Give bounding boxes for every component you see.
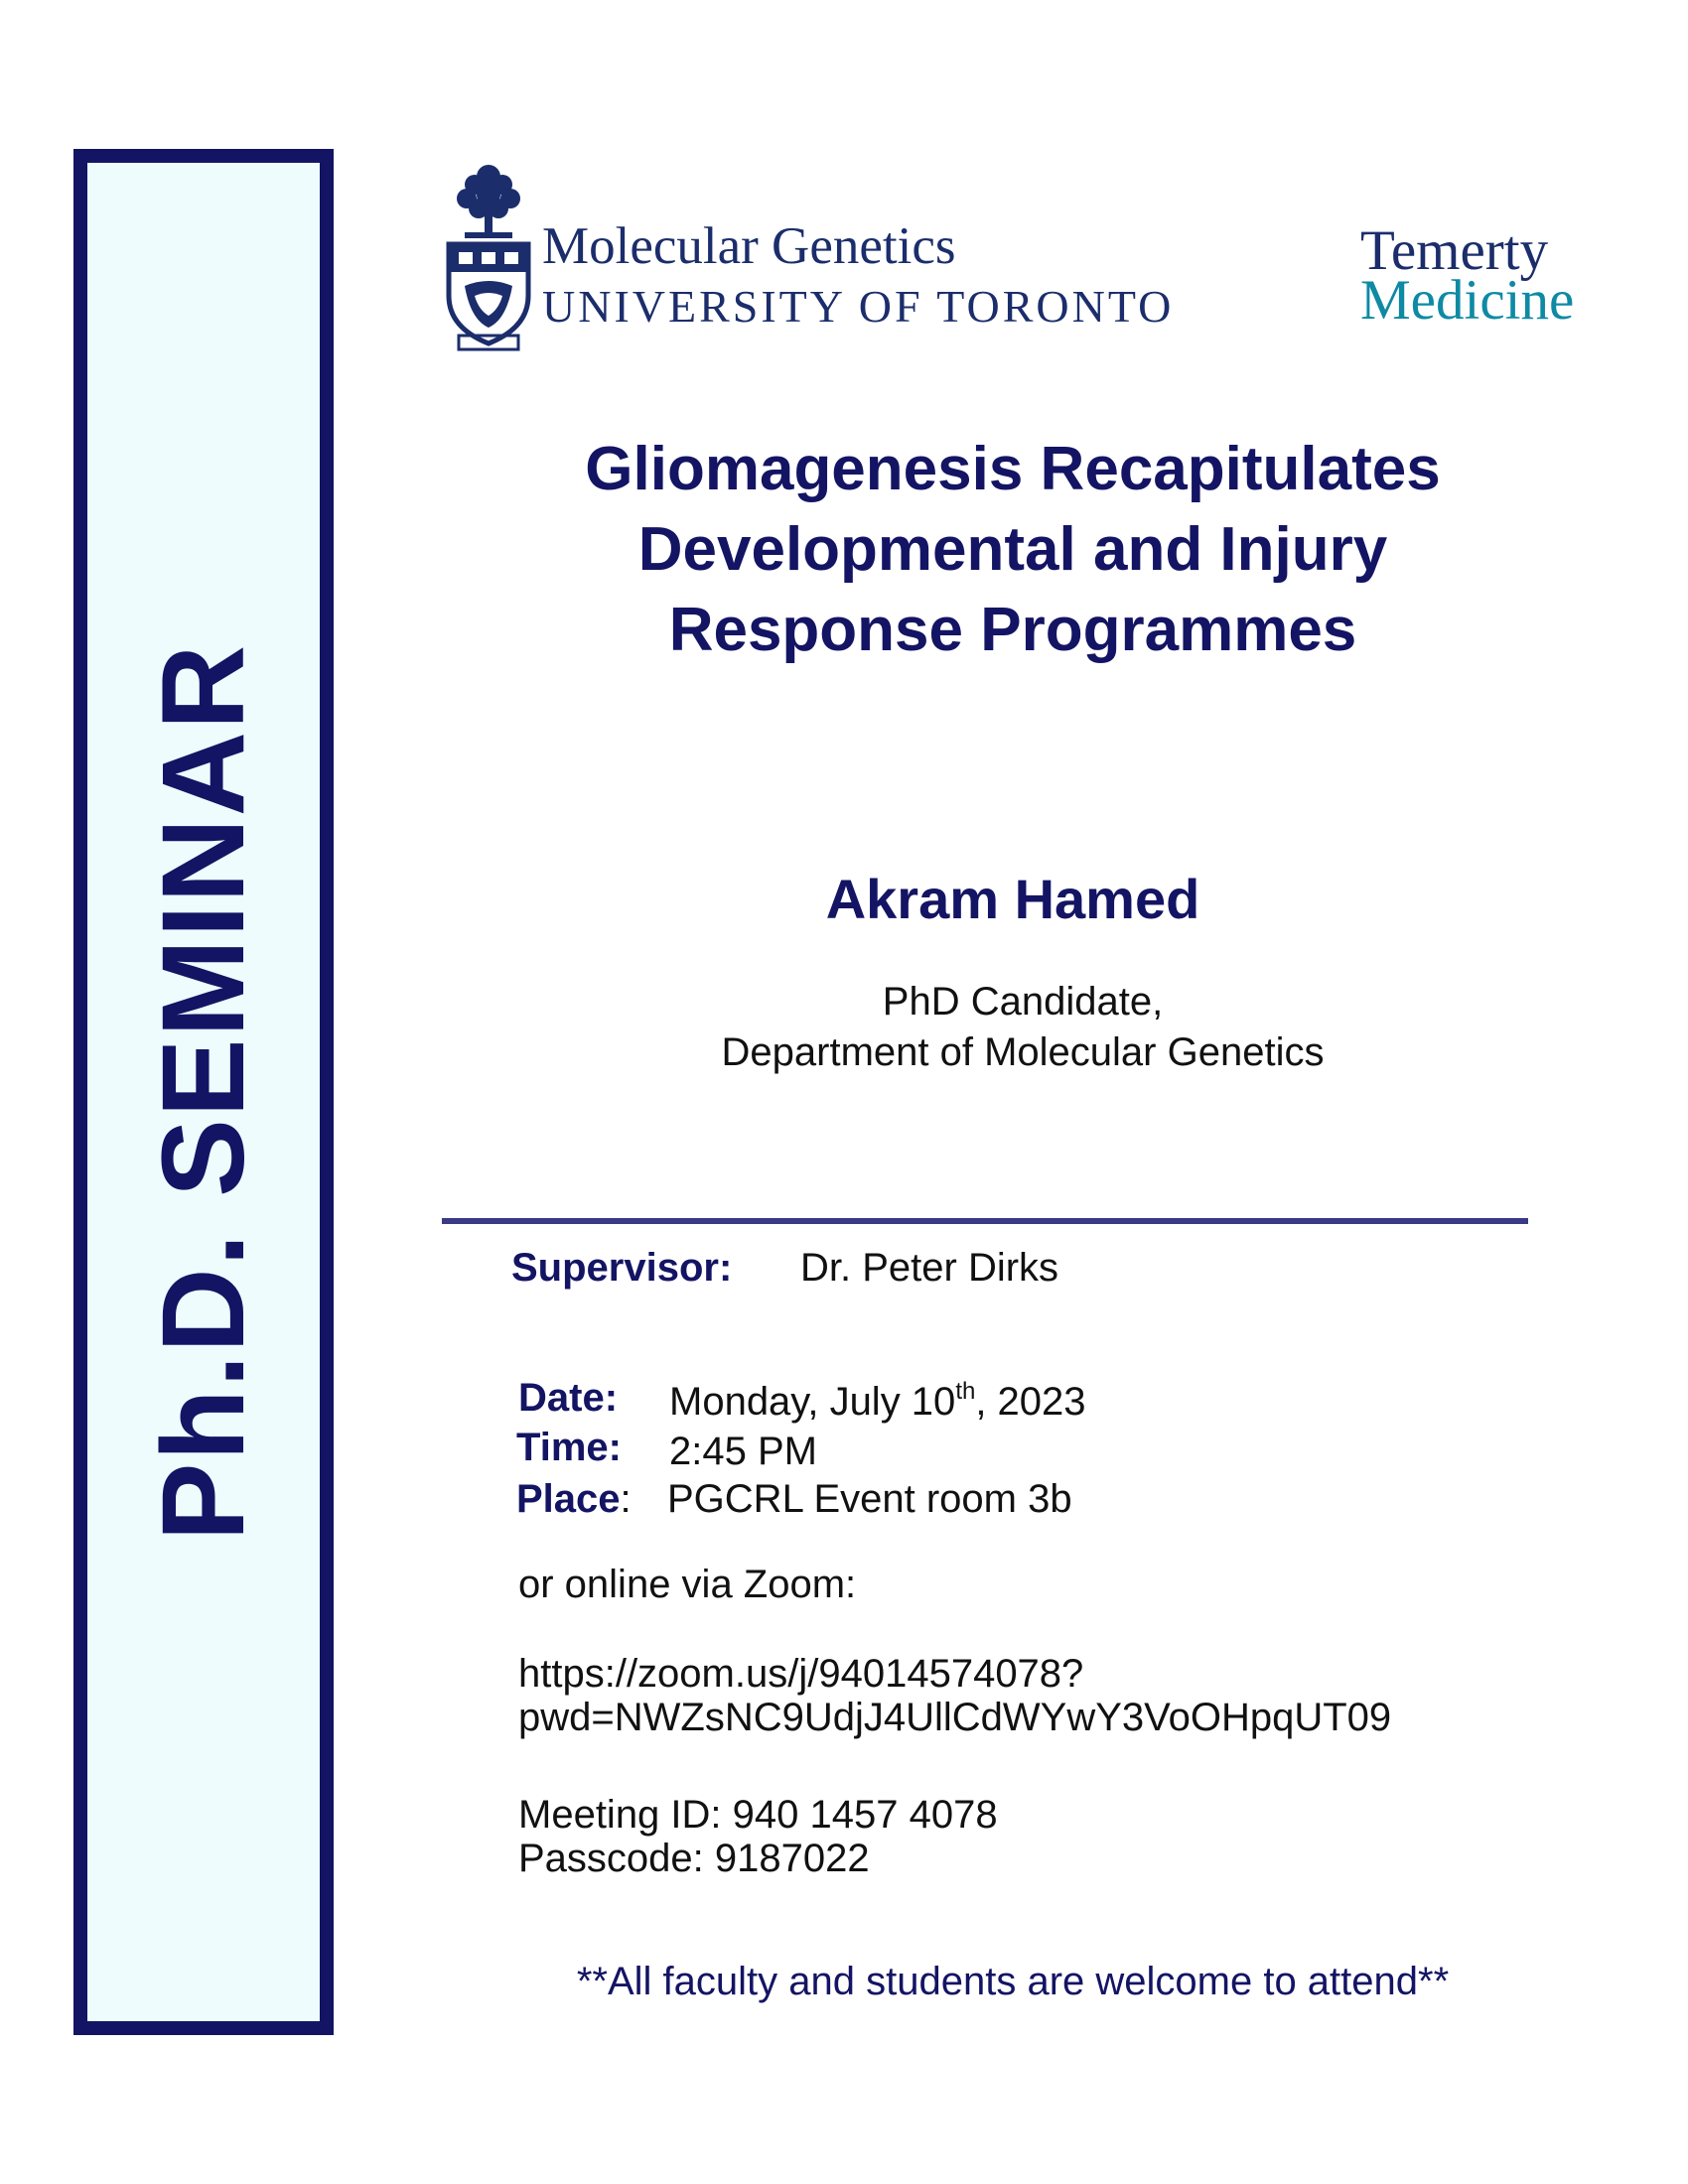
time-value: 2:45 PM [669, 1430, 817, 1473]
place-value: PGCRL Event room 3b [667, 1477, 1072, 1521]
department-wordmark: Molecular Genetics [542, 217, 956, 275]
meeting-id: Meeting ID: 940 1457 4078 [518, 1793, 998, 1837]
place-label [516, 1477, 632, 1522]
speaker-affiliation [442, 977, 1604, 1078]
speaker-role: PhD Candidate, [882, 980, 1164, 1024]
date-year: , 2023 [975, 1380, 1086, 1424]
speaker-name: Akram Hamed [825, 868, 1200, 930]
university-crest-logo [445, 159, 532, 353]
side-banner-panel [73, 149, 334, 2035]
online-intro: or online via Zoom: [518, 1563, 857, 1606]
supervisor-value: Dr. Peter Dirks [800, 1246, 1059, 1290]
passcode: Passcode: 9187022 [518, 1837, 870, 1880]
speaker-department: Department of Molecular Genetics [721, 1030, 1325, 1074]
place-label-text: Place [516, 1477, 621, 1521]
title-line: Gliomagenesis Recapitulates [585, 435, 1441, 503]
seminar-title [442, 429, 1584, 670]
date-main: Monday, July 10 [669, 1380, 956, 1424]
title-line: Developmental and Injury [637, 515, 1388, 584]
date-suffix: th [955, 1378, 976, 1405]
time-label: Time: [516, 1426, 622, 1469]
section-divider [442, 1218, 1528, 1224]
welcome-note: **All faculty and students are welcome to attend** [576, 1960, 1450, 2003]
title-line: Response Programmes [668, 596, 1357, 664]
zoom-link-line1[interactable]: https://zoom.us/j/94014574078? [518, 1652, 1084, 1696]
side-banner-text: Ph.D. SEMINAR [138, 642, 269, 1542]
zoom-link-line2[interactable]: pwd=NWZsNC9UdjJ4UllCdWYwY3VoOHpqUT09 [518, 1696, 1392, 1739]
faculty-logo-line1: Temerty [1360, 219, 1549, 282]
date-label: Date: [518, 1376, 619, 1420]
university-wordmark: UNIVERSITY OF TORONTO [542, 281, 1175, 332]
supervisor-label: Supervisor: [511, 1246, 733, 1290]
date-value [669, 1380, 1086, 1425]
faculty-logo-line2: Medicine [1360, 269, 1575, 332]
place-colon: : [620, 1477, 632, 1521]
